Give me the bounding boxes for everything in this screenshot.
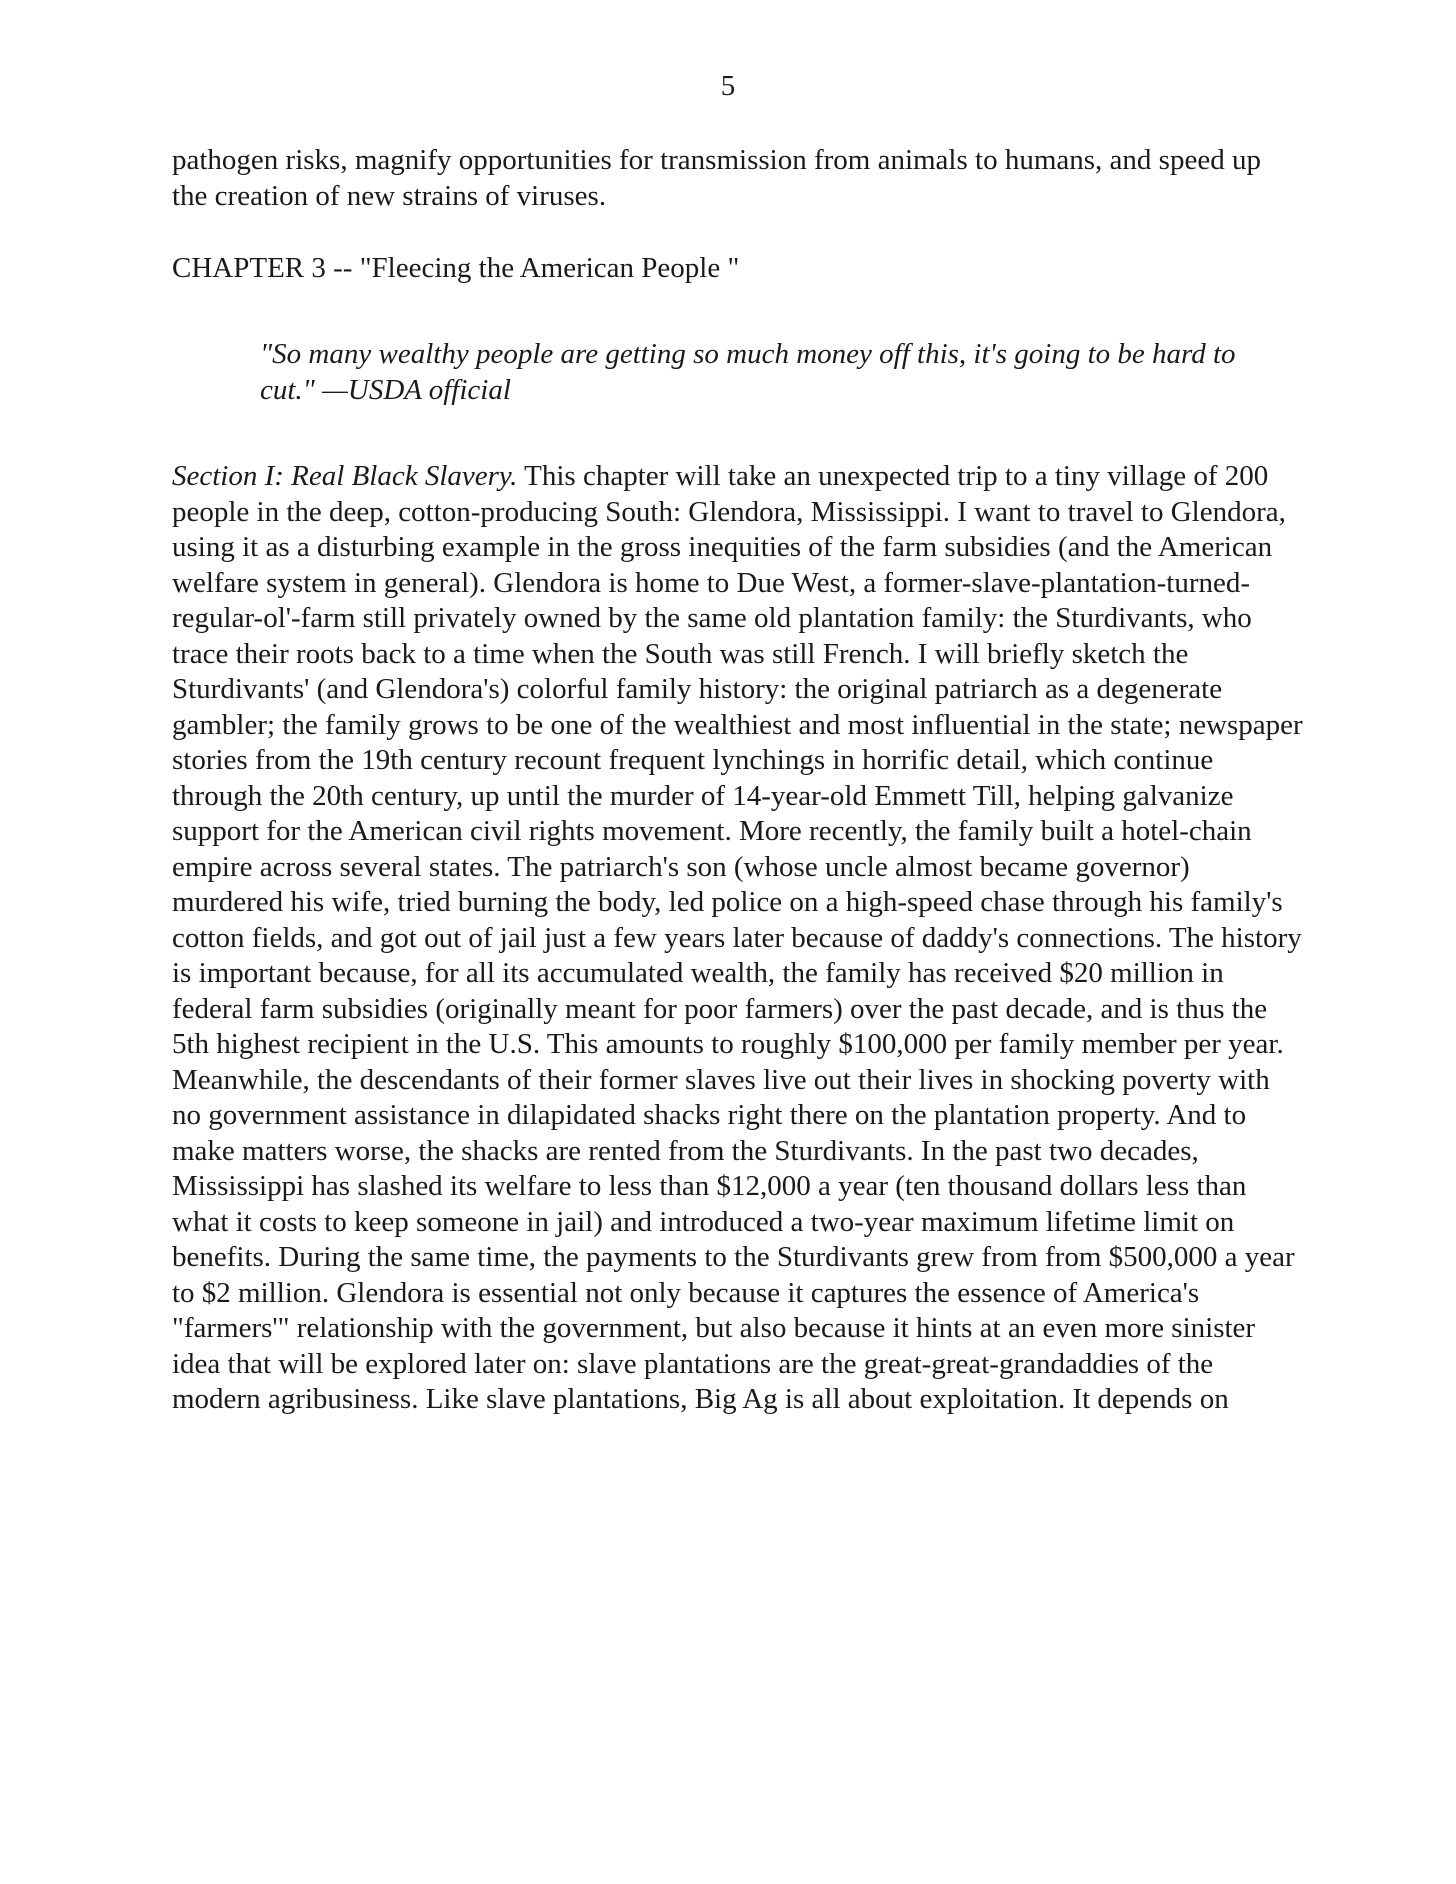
epigraph-line: cut." —USDA official [260, 374, 511, 406]
paragraph-line: no government assistance in dilapidated shacks right there on the plantation property. And to [172, 1099, 1247, 1131]
section-line-rest: This chapter will take an unexpected trip to a tiny village of 200 [517, 460, 1269, 492]
paragraph-line: Sturdivants' (and Glendora's) colorful family history: the original patriarch as a degenerate [172, 673, 1223, 705]
paragraph-line: empire across several states. The patriarch's son (whose uncle almost became governor) [172, 850, 1190, 883]
paragraph-line: "farmers'" relationship with the government, but also because it hints at an even more sinister [172, 1312, 1256, 1344]
epigraph-line: "So many wealthy people are getting so much money off this, it's going to be hard to [260, 338, 1236, 370]
paragraph-line: what it costs to keep someone in jail) and introduced a two-year maximum lifetime limit on [172, 1205, 1235, 1238]
paragraph-line: through the 20th century, up until the murder of 14-year-old Emmett Till, helping galvanize [172, 779, 1234, 812]
paragraph-line: welfare system in general). Glendora is home to Due West, a former-slave-plantation-turned- [172, 566, 1251, 599]
paragraph-line: modern agribusiness. Like slave plantations, Big Ag is all about exploitation. It depends on [172, 1383, 1229, 1415]
paragraph-line: using it as a disturbing example in the gross inequities of the farm subsidies (and the American [172, 531, 1273, 563]
paragraph-line: the creation of new strains of viruses. [172, 180, 607, 212]
paragraph-line: gambler; the family grows to be one of the wealthiest and most influential in the state; newspaper [172, 708, 1303, 741]
paragraph-line: support for the American civil rights movement. More recently, the family built a hotel-chain [172, 815, 1252, 847]
paragraph-line: make matters worse, the shacks are rented from the Sturdivants. In the past two decades, [172, 1134, 1199, 1167]
paragraph-line: pathogen risks, magnify opportunities for transmission from animals to humans, and speed up [172, 144, 1261, 176]
section-first-line [172, 456, 1268, 496]
paragraph-line: cotton fields, and got out of jail just a few years later because of daddy's connections. The history [172, 921, 1302, 954]
paragraph-line: to $2 million. Glendora is essential not only because it captures the essence of America's [172, 1276, 1200, 1309]
paragraph-line: federal farm subsidies (originally meant for poor farmers) over the past decade, and is thus the [172, 992, 1268, 1025]
paragraph-line: regular-ol'-farm still privately owned by the same old plantation family: the Sturdivants, who [172, 602, 1252, 634]
chapter-heading: CHAPTER 3 -- "Fleecing the American People " [172, 252, 740, 284]
paragraph-line: benefits. During the same time, the payments to the Sturdivants grew from from $500,000 a year [172, 1241, 1295, 1273]
paragraph-line: Mississippi has slashed its welfare to less than $12,000 a year (ten thousand dollars less than [172, 1170, 1247, 1202]
page-number: 5 [720, 70, 736, 102]
paragraph-line: Meanwhile, the descendants of their former slaves live out their lives in shocking poverty with [172, 1063, 1270, 1096]
paragraph-line: stories from the 19th century recount frequent lynchings in horrific detail, which continue [172, 744, 1214, 776]
paragraph-line: trace their roots back to a time when the South was still French. I will briefly sketch the [172, 637, 1189, 670]
paragraph-line: idea that will be explored later on: slave plantations are the great-great-grandaddies of the [172, 1347, 1214, 1380]
paragraph-line: is important because, for all its accumulated wealth, the family has received $20 million in [172, 957, 1224, 989]
paragraph-line: 5th highest recipient in the U.S. This amounts to roughly $100,000 per family member per year. [172, 1028, 1284, 1060]
paragraph-line: murdered his wife, tried burning the body, led police on a high-speed chase through his family's [172, 886, 1283, 918]
paragraph-line: people in the deep, cotton-producing South: Glendora, Mississippi. I want to travel to Glendora, [172, 495, 1286, 528]
section-title: Section I: Real Black Slavery. [172, 460, 518, 492]
